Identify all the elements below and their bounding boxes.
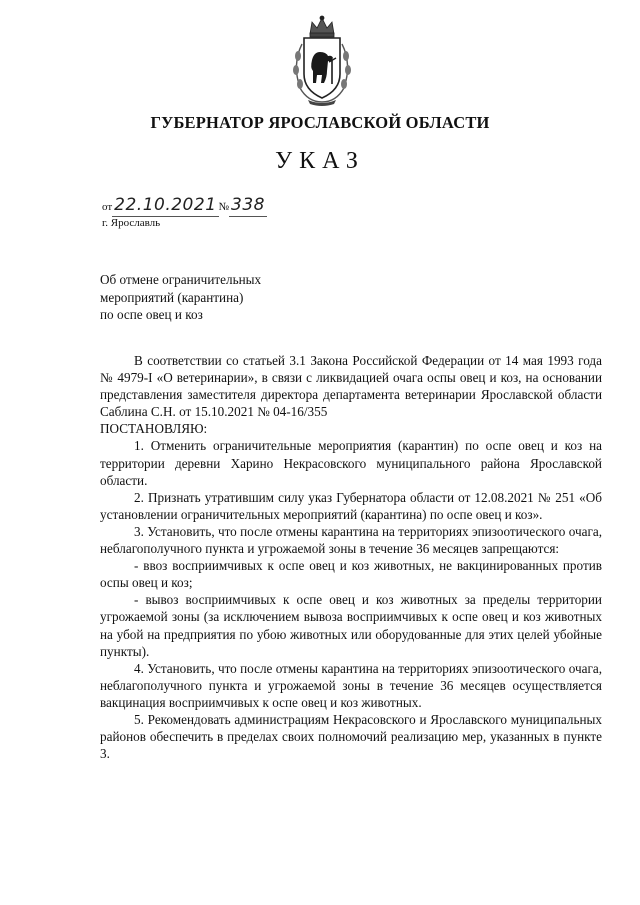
city: г. Ярославль <box>102 217 161 229</box>
number-prefix: № <box>218 201 230 213</box>
item-4-paragraph: 4. Установить, что после отмены карантина на территориях эпизоотического очага, неблагополучного пункта и угрожаемой зоны в течение 36 месяцев осуществляется вакцинация восприимчивых к оспе овец и коз животных. <box>100 660 602 710</box>
date-prefix: от <box>102 201 113 213</box>
document-body <box>100 352 602 762</box>
subject-line: по оспе овец и коз <box>100 307 203 322</box>
item-2-paragraph: 2. Признать утратившим силу указ Губернатора области от 12.08.2021 № 251 «Об установлении ограничительных мероприятий (карантина) по оспе овец и коз». <box>100 489 602 522</box>
item-1-paragraph: 1. Отменить ограничительные мероприятия (карантин) по оспе овец и коз на территории деревни Харино Некрасовского муниципального района Ярославской области. <box>100 438 602 488</box>
item-3a-paragraph: - ввоз восприимчивых к оспе овец и коз животных, не вакцинированных против оспы овец и коз; <box>100 558 602 591</box>
resolve-heading: ПОСТАНОВЛЯЮ: <box>100 421 208 437</box>
document-number: 338 <box>231 195 265 215</box>
date-number-line <box>102 196 267 217</box>
item-3b-paragraph: - вывоз восприимчивых к оспе овец и коз животных за пределы территории угрожаемой зоны (за исключением вывоза восприимчивых к оспе овец и коз животных на убой на предприятия по убою животных или оборудованные для этих целей убойные пункты). <box>100 592 602 659</box>
subject-line: мероприятий (карантина) <box>100 289 244 305</box>
item-3-paragraph: 3. Установить, что после отмены карантина на территориях эпизоотического очага, неблагополучного пункта и угрожаемой зоны в течение 36 месяцев запрещаются: <box>100 523 602 557</box>
document-date: 22.10.2021 <box>114 195 217 215</box>
document-subject <box>100 271 320 324</box>
document-type: УКАЗ <box>275 148 365 174</box>
preamble-paragraph: В соответствии со статьей 3.1 Закона Российской Федерации от 14 мая 1993 года № 4979-I «О ветеринарии», в связи с ликвидацией очага оспы овец и коз, на основании представления заместителя директора департамента ветеринарии Ярославской области Саблина С.Н. от 15.10.2021 № 04-16/355 <box>100 353 602 420</box>
organization-title: ГУБЕРНАТОР ЯРОСЛАВСКОЙ ОБЛАСТИ <box>150 113 490 132</box>
yaroslavl-coat-of-arms-icon <box>274 14 370 110</box>
subject-line: Об отмене ограничительных <box>100 272 262 287</box>
item-5-paragraph: 5. Рекомендовать администрациям Некрасовского и Ярославского муниципальных районов обеспечить в пределах своих полномочий реализацию мер, указанных в пункте 3. <box>100 711 602 762</box>
